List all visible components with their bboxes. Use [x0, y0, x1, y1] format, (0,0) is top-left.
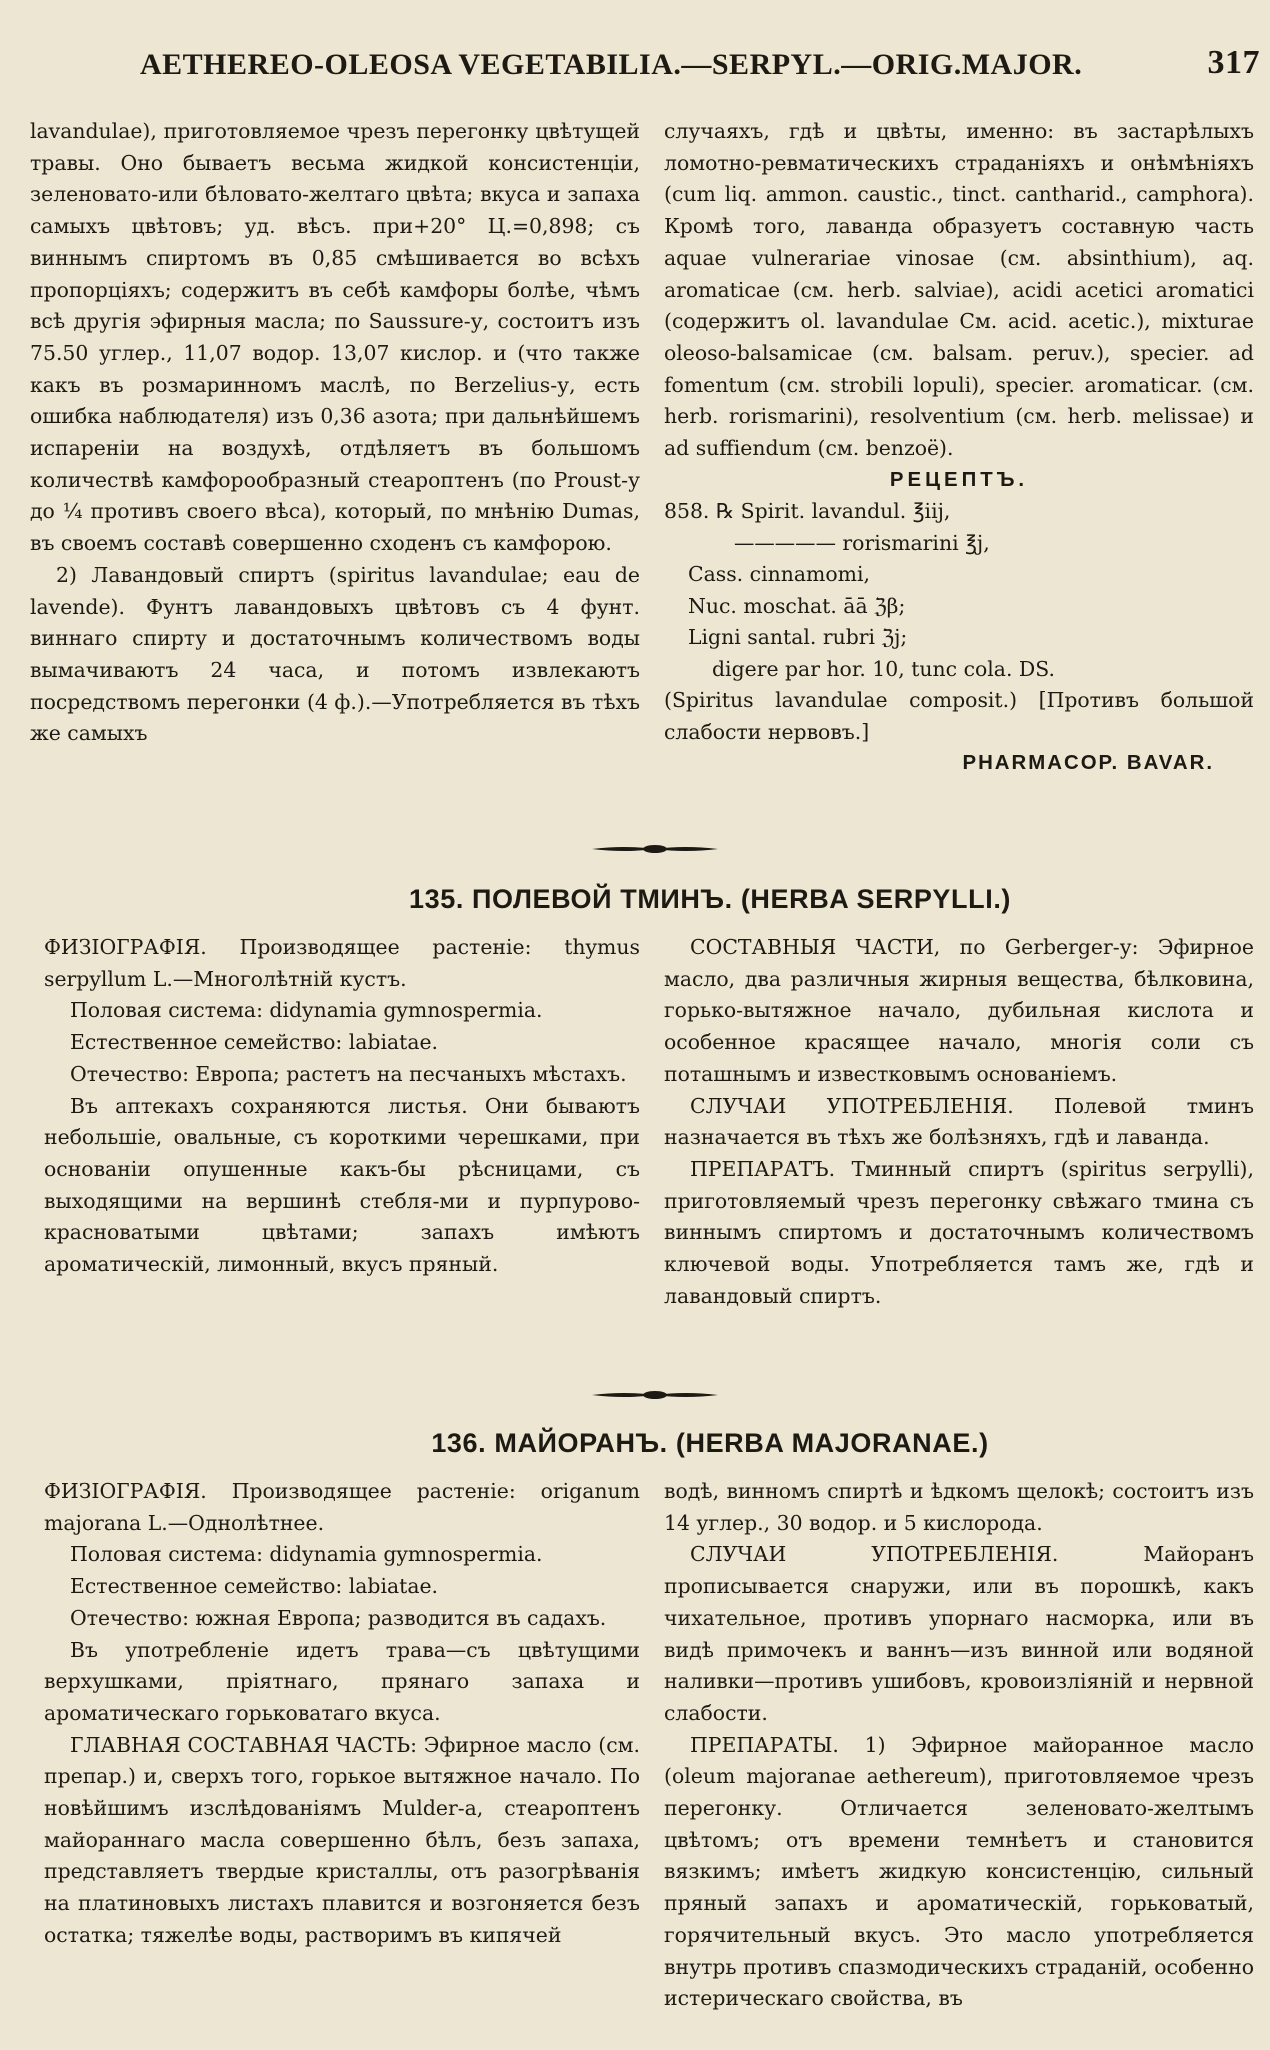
- lavender-oil-paragraph: lavandulae), приготовляемое чрезъ перегонку цвѣтущей травы. Оно бываетъ весьма жидкой консистенціи, зеленовато-или бѣловато-желтаго цвѣта; вкуса и запаха самыхъ цвѣтовъ; уд. вѣсъ. при+20° Ц.=0,898; съ виннымъ спиртомъ въ 0,85 смѣшивается во всѣхъ пропорціяхъ; содержитъ въ себѣ камфоры болѣе, чѣмъ всѣ другія эфирныя масла; по Saussure-у, состоитъ изъ 75.50 углер., 11,07 водор. 13,07 кислор. и (что также какъ въ розмаринномъ маслѣ, по Berzelius-у, есть ошибка наблюдателя) изъ 0,36 азота; при дальнѣйшемъ испареніи на воздухѣ, отдѣляетъ въ большомъ количествѣ камфорообразный стеароптенъ (по Proust-у до ¼ противъ своего вѣса), который, по мнѣнію Dumas, въ своемъ составѣ совершенно сходенъ съ камфорою.: [30, 119, 640, 556]
- composition-paragraph: водѣ, винномъ спиртѣ и ѣдкомъ щелокѣ; состоитъ изъ 14 углер., 30 водор. и 5 кислорода.: [664, 1479, 1254, 1535]
- section-title-135: 135. ПОЛЕВОЙ ТМИНЪ. (HERBA SERPYLLI.): [408, 884, 1012, 914]
- homeland-paragraph: Отечество: южная Европа; разводится въ садахъ.: [70, 1605, 607, 1630]
- uses-paragraph: СЛУЧАИ УПОТРЕБЛЕНІЯ. Полевой тминъ назначается въ тѣхъ же болѣзняхъ, гдѣ и лаванда.: [664, 1093, 1254, 1150]
- natural-family-line: Естественное семейство: labiatae.: [70, 1030, 439, 1055]
- sexual-system-line: Половая система: didynamia gymnospermia.: [70, 998, 543, 1023]
- sec136-right-column: [664, 1476, 1254, 2036]
- ornament-divider: [590, 1388, 720, 1402]
- recipe-line: ————— rorismarini ℥j,: [734, 530, 990, 555]
- constituents-paragraph: СОСТАВНЫЯ ЧАСТИ, по Gerberger-у: Эфирное масло, два различныя жирныя вещества, бѣлковина, горько-вытяжное начало, дубильная кислота и особенное красящее начало, многія соли съ поташнымъ и известковымъ основаніемъ.: [664, 935, 1254, 1086]
- top-left-column: [30, 116, 640, 806]
- sexual-system-line: Половая система: didynamia gymnospermia.: [70, 1542, 543, 1567]
- recipe-heading: РЕЦЕПТЪ.: [889, 468, 1029, 491]
- top-right-column: [664, 116, 1254, 806]
- recipe-line: digere par hor. 10, tunc cola. DS.: [712, 656, 1055, 681]
- ornament-divider: [590, 842, 720, 856]
- preparation-paragraph: ПРЕПАРАТЪ. Тминный спиртъ (spiritus serpylli), приготовляемый чрезъ перегонку свѣжаго тмина съ виннымъ спиртомъ и достаточнымъ количествомъ ключевой воды. Употребляется тамъ же, гдѣ и лавандовый спиртъ.: [664, 1156, 1254, 1308]
- uses-paragraph: СЛУЧАИ УПОТРЕБЛЕНІЯ. Майоранъ прописывается снаружи, или въ порошкѣ, какъ чихательное, противъ упорнаго насморка, или въ видѣ примочекъ и ваннъ—изъ винной или водяной наливки—противъ ушибовъ, кровоизліяній и нервной слабости.: [664, 1542, 1254, 1725]
- recipe-line: 858. ℞ Spirit. lavandul. ℥iij,: [664, 499, 951, 524]
- page-number: 317: [1207, 44, 1260, 81]
- usage-part-paragraph: Въ употребленіе идетъ трава—съ цвѣтущими верхушками, пріятнаго, прянаго запаха и ароматическаго горьковатаго вкуса.: [44, 1637, 640, 1725]
- sec135-right-column: [664, 932, 1254, 1372]
- sec136-left-column: [44, 1476, 640, 2036]
- lavender-spirit-paragraph: 2) Лавандовый спиртъ (spiritus lavandulae; eau de lavende). Фунтъ лавандовыхъ цвѣтовъ съ 4 фунт. виннаго спирту и достаточнымъ количествомъ воды вымачиваютъ 24 часа, и потомъ извлекаютъ посредствомъ перегонки (4 ф.).—Употребляется въ тѣхъ же самыхъ: [30, 562, 640, 746]
- preparations-paragraph: ПРЕПАРАТЫ. 1) Эфирное майоранное масло (oleum majoranae aethereum), приготовляемое чрезъ перегонку. Отличается зеленовато-желтымъ цвѣтомъ; отъ времени темнѣетъ и становится вязкимъ; имѣетъ жидкую консистенцію, сильный пряный запахъ и ароматическій, горьковатый, горячительный вкусъ. Это масло употребляется внутрь противъ спазмодическихъ страданій, особенно истерическаго свойства, въ: [664, 1732, 1254, 2011]
- natural-family-line: Естественное семейство: labiatae.: [70, 1574, 439, 1599]
- main-constituent-paragraph: ГЛАВНАЯ СОСТАВНАЯ ЧАСТЬ: Эфирное масло (см. препар.) и, сверхъ того, горькое вытяжное начало. По новѣйшимъ изслѣдованіямъ Mulder-а, стеароптенъ майораннаго масла совершенно бѣлъ, безъ запаха, представляетъ твердые кристаллы, отъ разогрѣванія на платиновыхъ листахъ плавится и возгоняется безъ остатка; тяжелѣе воды, растворимъ въ кипячей: [44, 1732, 640, 1947]
- sec135-left-column: [44, 932, 640, 1372]
- recipe-line: Cass. cinnamomi,: [688, 562, 870, 587]
- recipe-signature: PHARMACOP. BAVAR.: [962, 752, 1214, 775]
- recipe-line: (Spiritus lavandulae composit.) [Противъ большой слабости нервовъ.]: [664, 688, 1254, 744]
- recipe-line: Nuc. moschat. āā ℨβ;: [688, 593, 906, 618]
- running-head: [140, 44, 1260, 90]
- running-head-title: AETHEREO-OLEOSA VEGETABILIA.—SERPYL.—ORIG.MAJOR.: [140, 48, 1083, 81]
- lavender-uses-paragraph: случаяхъ, гдѣ и цвѣты, именно: въ застарѣлыхъ ломотно-ревматическихъ страданіяхъ и онѣмѣніяхъ (cum liq. ammon. caustic., tinct. cantharid., camphora). Кромѣ того, лаванда образуетъ составную часть aquae vulnerariae vinosae (см. absinthium), aq. aromaticae (см. herb. salviae), acidi acetici aromatici (содержитъ ol. lavandulae См. acid. acetic.), mixturae oleoso-balsamicae (см. balsam. peruv.), specier. ad fomentum (см. strobili lopuli), specier. aromaticar. (см. herb. rorismarini), resolventium (см. herb. melissae) и ad suffiendum (см. benzoё).: [664, 119, 1254, 461]
- pharmacy-paragraph: Въ аптекахъ сохраняются листья. Они бываютъ небольшіе, овальные, съ короткими черешками, при основаніи опушенные какъ-бы рѣсницами, съ выходящими на вершинѣ стебля-ми и пурпурово-красноватыми цвѣтами; запахъ имѣютъ ароматическій, лимонный, вкусъ пряный.: [44, 1093, 640, 1277]
- recipe-block: [664, 465, 1254, 780]
- homeland-paragraph: Отечество: Европа; растетъ на песчаныхъ мѣстахъ.: [70, 1061, 627, 1086]
- recipe-line: Ligni santal. rubri ℨj;: [688, 625, 908, 650]
- physiography-paragraph: ФИЗІОГРАФІЯ. Производящее растеніе: origanum majorana L.—Однолѣтнее.: [44, 1479, 640, 1535]
- physiography-paragraph: ФИЗІОГРАФІЯ. Производящее растеніе: thymus serpyllum L.—Многолѣтній кустъ.: [44, 935, 640, 991]
- section-title-136: 136. МАЙОРАНЪ. (HERBA MAJORANAE.): [431, 1428, 989, 1458]
